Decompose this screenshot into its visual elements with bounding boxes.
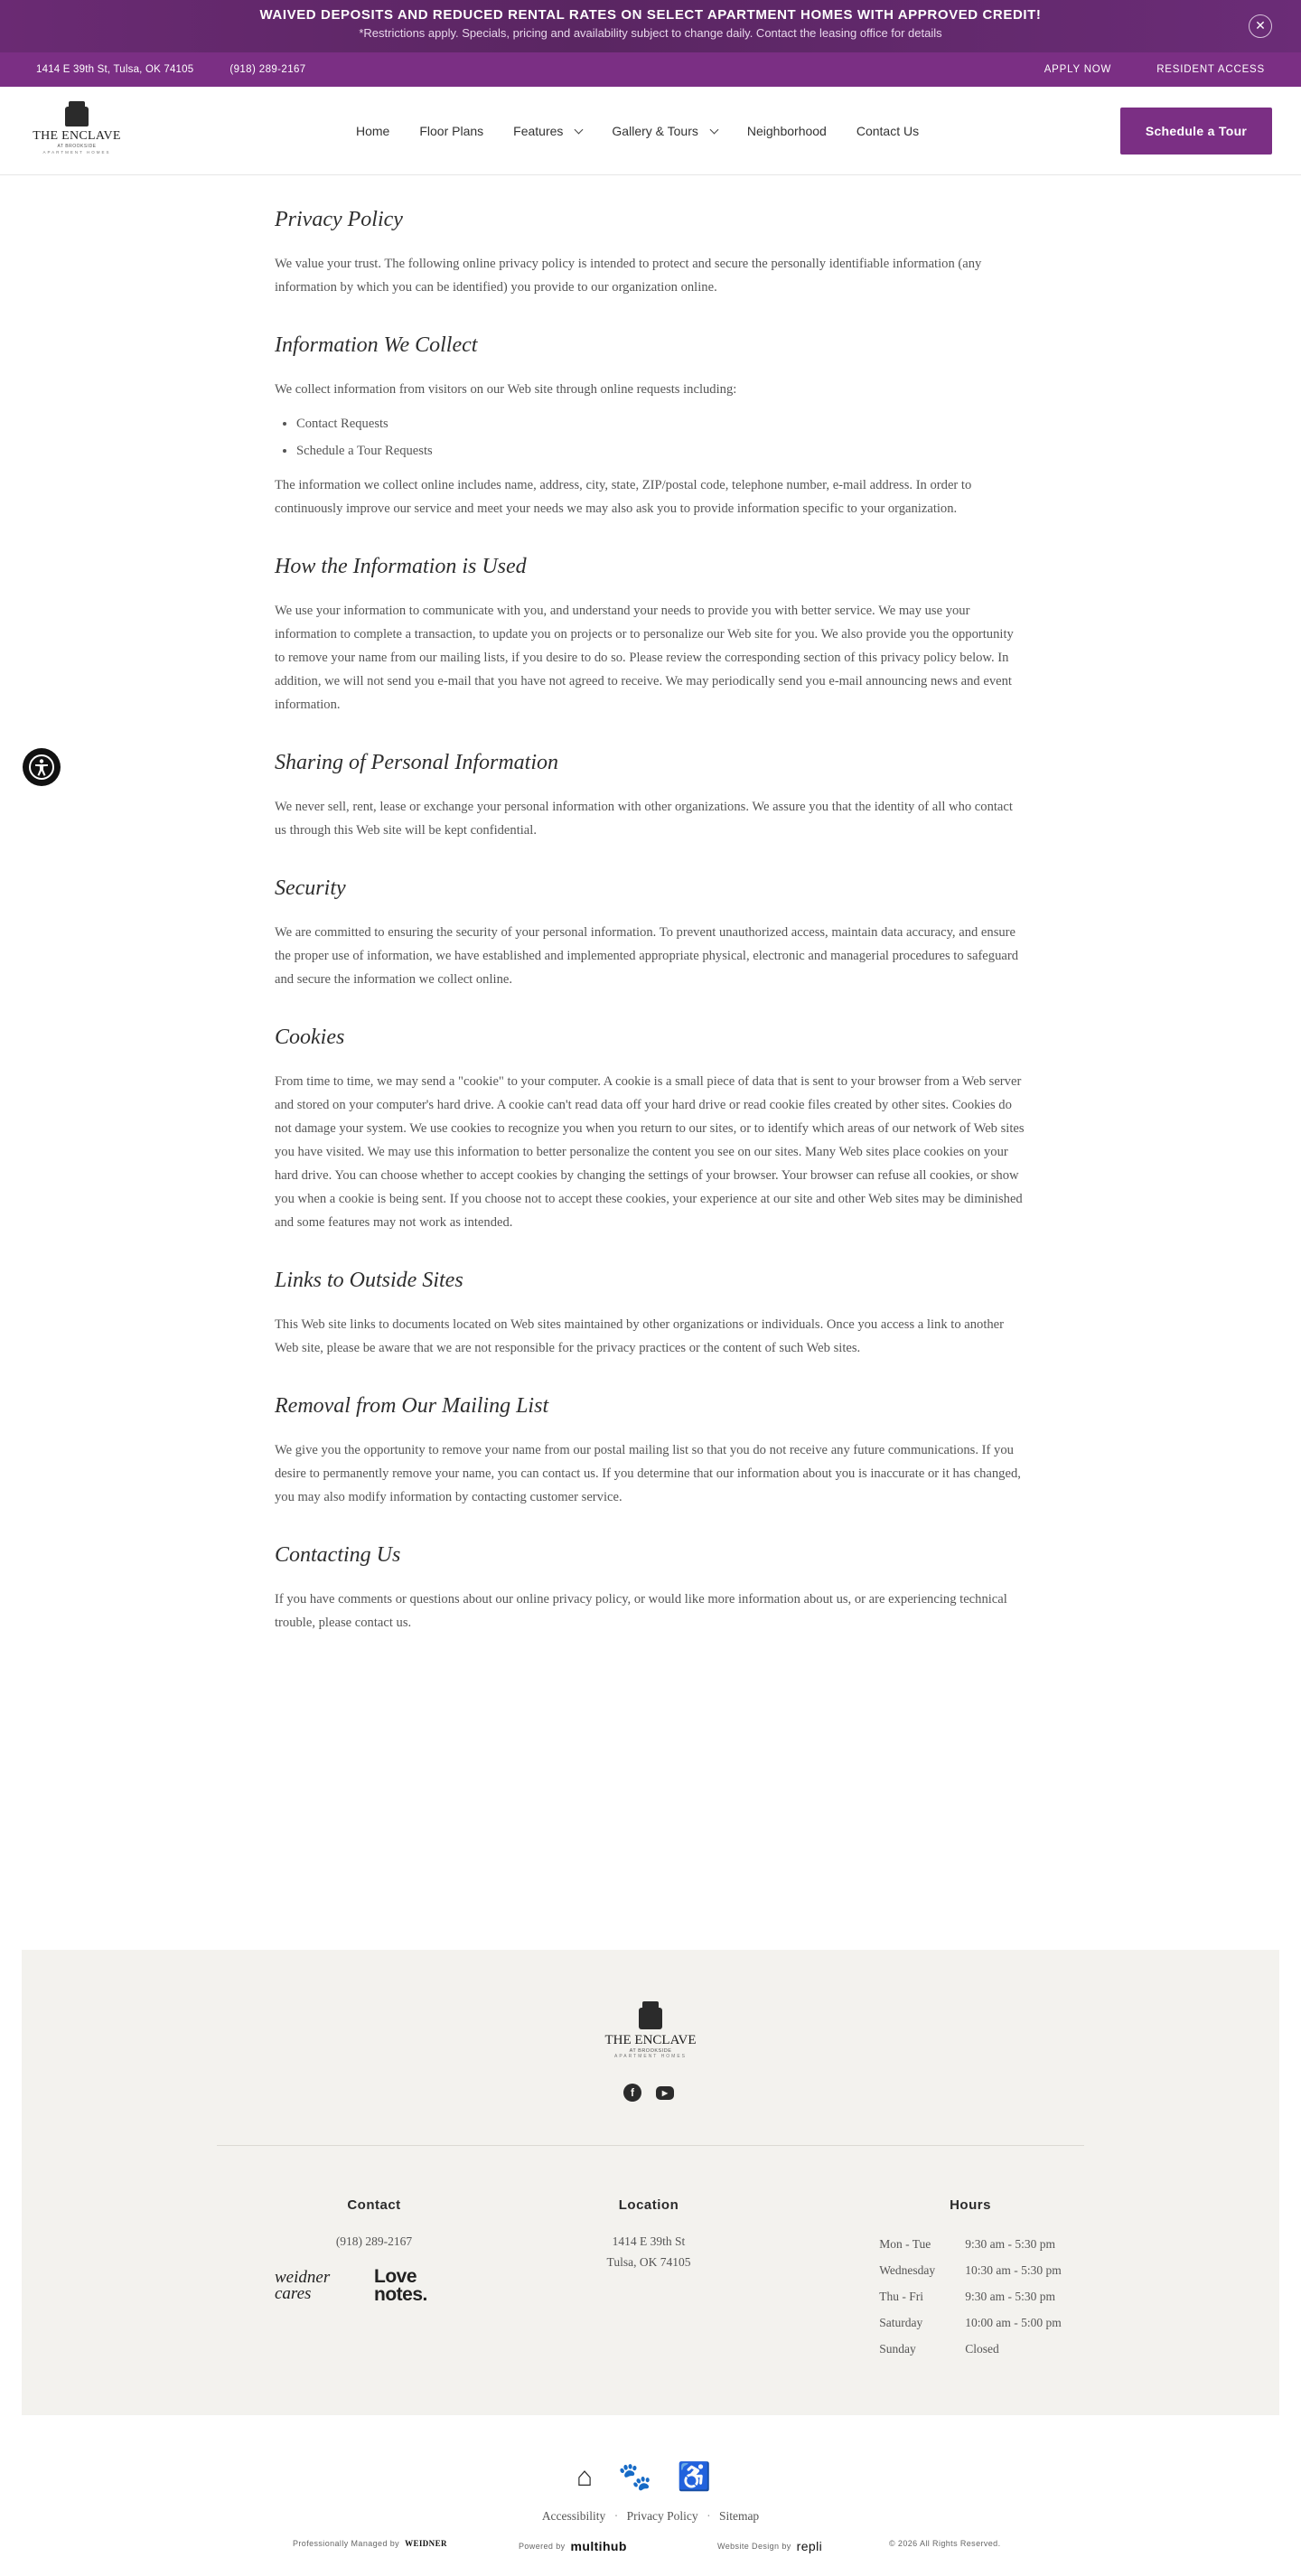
- section-paragraph: This Web site links to documents located on Web sites maintained by other organizations or individuals. Once you access a link to another Web site, please be aware that we are not responsible for the privacy practices or the content of such Web sites.: [275, 1317, 1005, 1355]
- privacy-policy-content: [275, 208, 1026, 1669]
- chevron-down-icon: [709, 125, 718, 134]
- hours-day: Saturday: [879, 2316, 923, 2329]
- logo-line1: THE ENCLAVE: [604, 2033, 697, 2047]
- logo-line2: AT BROOKSIDE: [629, 2048, 672, 2054]
- weidner-cares-logo[interactable]: weidner cares: [275, 2268, 331, 2303]
- managed-by-label: Professionally Managed by: [293, 2539, 400, 2548]
- wheelchair-accessible-icon: ♿: [677, 2462, 711, 2492]
- header-phone[interactable]: (918) 289-2167: [229, 64, 306, 75]
- section-cookies: [275, 1026, 1026, 1234]
- logo-line3: APARTMENT HOMES: [613, 2054, 687, 2059]
- hours-time: 10:00 am - 5:00 pm: [965, 2316, 1062, 2329]
- youtube-icon[interactable]: ▶: [656, 2086, 674, 2100]
- section-paragraph: We use your information to communicate with you, and understand your needs to provide you with better service. We may use your information to complete a transaction, to update you on projects or to personalize our Web site for you. We also provide you the opportunity to remove your name from our mailing lists, if you desire to do so. Please review the corresponding section of this privacy policy below. In addition, we will not send you e-mail that you have not agreed to receive. We may periodically send you e-mail announcing news and event information.: [275, 604, 1014, 712]
- location-line2[interactable]: Tulsa, OK 74105: [606, 2255, 691, 2269]
- section-heading: Links to Outside Sites: [275, 1269, 463, 1292]
- nav-contact-label: Contact Us: [856, 124, 920, 138]
- location-heading: Location: [618, 2197, 679, 2213]
- section-heading: Sharing of Personal Information: [275, 751, 559, 774]
- hours-day: Mon - Tue: [879, 2237, 931, 2251]
- footer-location: [558, 2197, 739, 2272]
- section-security: [275, 876, 1026, 991]
- section-information-we-collect: [275, 333, 1026, 520]
- brand-logos: [275, 2268, 439, 2304]
- separator: ·: [613, 2509, 619, 2523]
- hours-time: 10:30 am - 5:30 pm: [965, 2263, 1062, 2277]
- social-links: [623, 2084, 674, 2102]
- separator: ·: [707, 2509, 711, 2523]
- privacy-policy-link[interactable]: Privacy Policy: [626, 2509, 698, 2523]
- equal-housing-icon: ⌂: [576, 2462, 594, 2492]
- accessibility-link[interactable]: Accessibility: [541, 2509, 606, 2523]
- managed-by: [293, 2539, 447, 2548]
- logo-line2: AT BROOKSIDE: [57, 144, 97, 149]
- section-heading: Removal from Our Mailing List: [275, 1394, 549, 1418]
- nav-neighborhood[interactable]: [747, 124, 827, 138]
- hours-time: Closed: [965, 2342, 999, 2356]
- header-address[interactable]: 1414 E 39th St, Tulsa, OK 74105: [36, 64, 194, 75]
- section-mailing-list: [275, 1394, 1026, 1509]
- accessibility-widget-button[interactable]: [23, 748, 61, 786]
- multihub-logo[interactable]: multihub: [570, 2539, 627, 2553]
- info-bar-links: [1044, 64, 1265, 75]
- section-paragraph: We give you the opportunity to remove your name from our postal mailing list so that you do not receive any future communications. If you desire to permanently remove your name, you can contact us. If you determine that our information about you is inaccurate or it has changed, you may also modify information by contacting customer service.: [275, 1443, 1021, 1504]
- section-paragraph: If you have comments or questions about our online privacy policy, or would like more information about us, or are experiencing technical trouble, please contact us.: [275, 1592, 1007, 1630]
- site-footer: [22, 1950, 1279, 2415]
- nav-gallery-label: Gallery & Tours: [612, 124, 698, 138]
- footer-phone[interactable]: (918) 289-2167: [335, 2234, 413, 2248]
- design-by-label: Website Design by: [717, 2542, 791, 2551]
- section-heading: Security: [275, 876, 346, 900]
- section-paragraph: We never sell, rent, lease or exchange your personal information with other organizations. We assure you that the identity of all who contact us through this Web site will be kept confidential.: [275, 800, 1013, 838]
- repli-logo[interactable]: repli: [796, 2539, 823, 2553]
- chevron-down-icon: [575, 125, 584, 134]
- list-item: • Contact Requests: [296, 410, 1026, 437]
- resident-access-link[interactable]: RESIDENT ACCESS: [1156, 64, 1265, 75]
- close-icon[interactable]: ✕: [1249, 14, 1272, 38]
- info-bar: [0, 52, 1301, 87]
- footer-hours: [835, 2197, 1106, 2362]
- section-heading: Contacting Us: [275, 1543, 401, 1567]
- section-paragraph: We value your trust. The following online privacy policy is intended to protect and secure the personally identifiable information (any information by which you can be identified) you provide to our organization online.: [275, 257, 982, 295]
- nav-contact-us[interactable]: [856, 124, 919, 138]
- schedule-tour-button[interactable]: Schedule a Tour: [1120, 108, 1272, 155]
- nav-features[interactable]: [513, 124, 582, 138]
- apply-now-link[interactable]: APPLY NOW: [1044, 64, 1112, 75]
- section-heading: Cookies: [275, 1026, 345, 1049]
- section-heading: How the Information is Used: [275, 555, 527, 578]
- footer-contact: [275, 2197, 473, 2252]
- promo-headline: WAIVED DEPOSITS AND REDUCED RENTAL RATES ON SELECT APARTMENT HOMES WITH APPROVED CREDIT!: [259, 7, 1042, 23]
- section-paragraph: From time to time, we may send a "cookie" to your computer. A cookie is a small piece of data that is sent to your browser from a Web server and stored on your computer's hard drive. A cookie can't read data off your hard drive or read cookie files created by other sites. Cookies do not damage your system. We use cookies to recognize you when you return to our sites, or to identify which areas of our network of Web sites you have visited. We may use this information to better personalize the content you see on our sites. Many Web sites place cookies on your hard drive. You can choose whether to accept cookies by changing the settings of your browser. Your browser can refuse all cookies, or show you when a cookie is being sent. If you choose not to accept these cookies, your experience at our site and other Web sites may be diminished and some features may not work as intended.: [275, 1074, 1025, 1230]
- footer-divider: [217, 2145, 1084, 2146]
- nav-home[interactable]: [356, 124, 389, 138]
- nav-gallery-tours[interactable]: [612, 124, 716, 138]
- nav-home-label: Home: [356, 124, 390, 138]
- powered-by-label: Powered by: [519, 2542, 566, 2551]
- logo-mark-icon: [65, 107, 89, 126]
- pet-friendly-icon: 🐾: [618, 2462, 652, 2492]
- section-heading: Information We Collect: [275, 333, 478, 357]
- section-how-info-used: [275, 555, 1026, 717]
- nav-floor-plans[interactable]: [419, 124, 483, 138]
- section-contacting-us: [275, 1543, 1026, 1635]
- hours-day: Thu - Fri: [879, 2290, 923, 2303]
- compliance-icons: [576, 2463, 711, 2492]
- hours-time: 9:30 am - 5:30 pm: [965, 2290, 1055, 2303]
- accessibility-person-icon: [28, 754, 55, 781]
- design-by: [717, 2539, 822, 2553]
- footer-logo[interactable]: [600, 2008, 701, 2059]
- hours-row: [879, 2283, 1062, 2309]
- nav-neighborhood-label: Neighborhood: [746, 124, 827, 138]
- love-notes-logo[interactable]: Love notes.: [374, 2266, 427, 2305]
- logo-mark-icon: [639, 2008, 662, 2029]
- promo-subtext: *Restrictions apply. Specials, pricing and availability subject to change daily. Contact the leasing office for details: [359, 26, 942, 40]
- section-paragraph: We collect information from visitors on our Web site through online requests including:: [275, 382, 737, 397]
- section-paragraph: We are committed to ensuring the security of your personal information. To prevent unauthorized access, maintain data accuracy, and ensure the proper use of information, we have established and implemented appropriate physical, electronic and managerial procedures to safeguard and secure the information we collect online.: [275, 925, 1019, 987]
- hours-row: [879, 2336, 1062, 2362]
- copyright: © 2026 All Rights Reserved.: [889, 2539, 1001, 2548]
- section-outside-links: [275, 1269, 1026, 1360]
- sitemap-link[interactable]: Sitemap: [718, 2509, 760, 2523]
- logo-line1: THE ENCLAVE: [33, 129, 121, 143]
- hours-day: Sunday: [879, 2342, 916, 2356]
- logo-line3: APARTMENT HOMES: [42, 150, 111, 155]
- hours-row: [879, 2309, 1062, 2336]
- hours-row: [879, 2231, 1062, 2257]
- facebook-icon[interactable]: f: [623, 2084, 641, 2102]
- location-line1[interactable]: 1414 E 39th St: [612, 2234, 686, 2248]
- list-item: • Schedule a Tour Requests: [296, 437, 1026, 464]
- nav-floor-plans-label: Floor Plans: [419, 124, 484, 138]
- main-nav: [356, 87, 949, 175]
- hours-heading: Hours: [950, 2197, 991, 2213]
- footer-bottom-links: [0, 2509, 1301, 2524]
- weidner-logo[interactable]: WEIDNER: [405, 2539, 447, 2548]
- page-title: Privacy Policy: [275, 208, 403, 231]
- powered-by: [519, 2539, 627, 2553]
- section-privacy-policy: [275, 208, 1026, 299]
- contact-heading: Contact: [347, 2197, 401, 2213]
- hours-table: [879, 2231, 1062, 2362]
- hours-time: 9:30 am - 5:30 pm: [965, 2237, 1055, 2251]
- hours-day: Wednesday: [879, 2263, 936, 2277]
- collect-list: [296, 410, 1026, 464]
- section-paragraph: The information we collect online includes name, address, city, state, ZIP/postal code, telephone number, e-mail address. In order to continuously improve our service and meet your needs we may also ask you to provide information specific to your organization.: [275, 478, 972, 516]
- site-logo[interactable]: [31, 107, 123, 154]
- section-sharing: [275, 751, 1026, 842]
- site-header: [0, 87, 1301, 175]
- promo-banner: [0, 0, 1301, 52]
- nav-features-label: Features: [513, 124, 564, 138]
- hours-row: [879, 2257, 1062, 2283]
